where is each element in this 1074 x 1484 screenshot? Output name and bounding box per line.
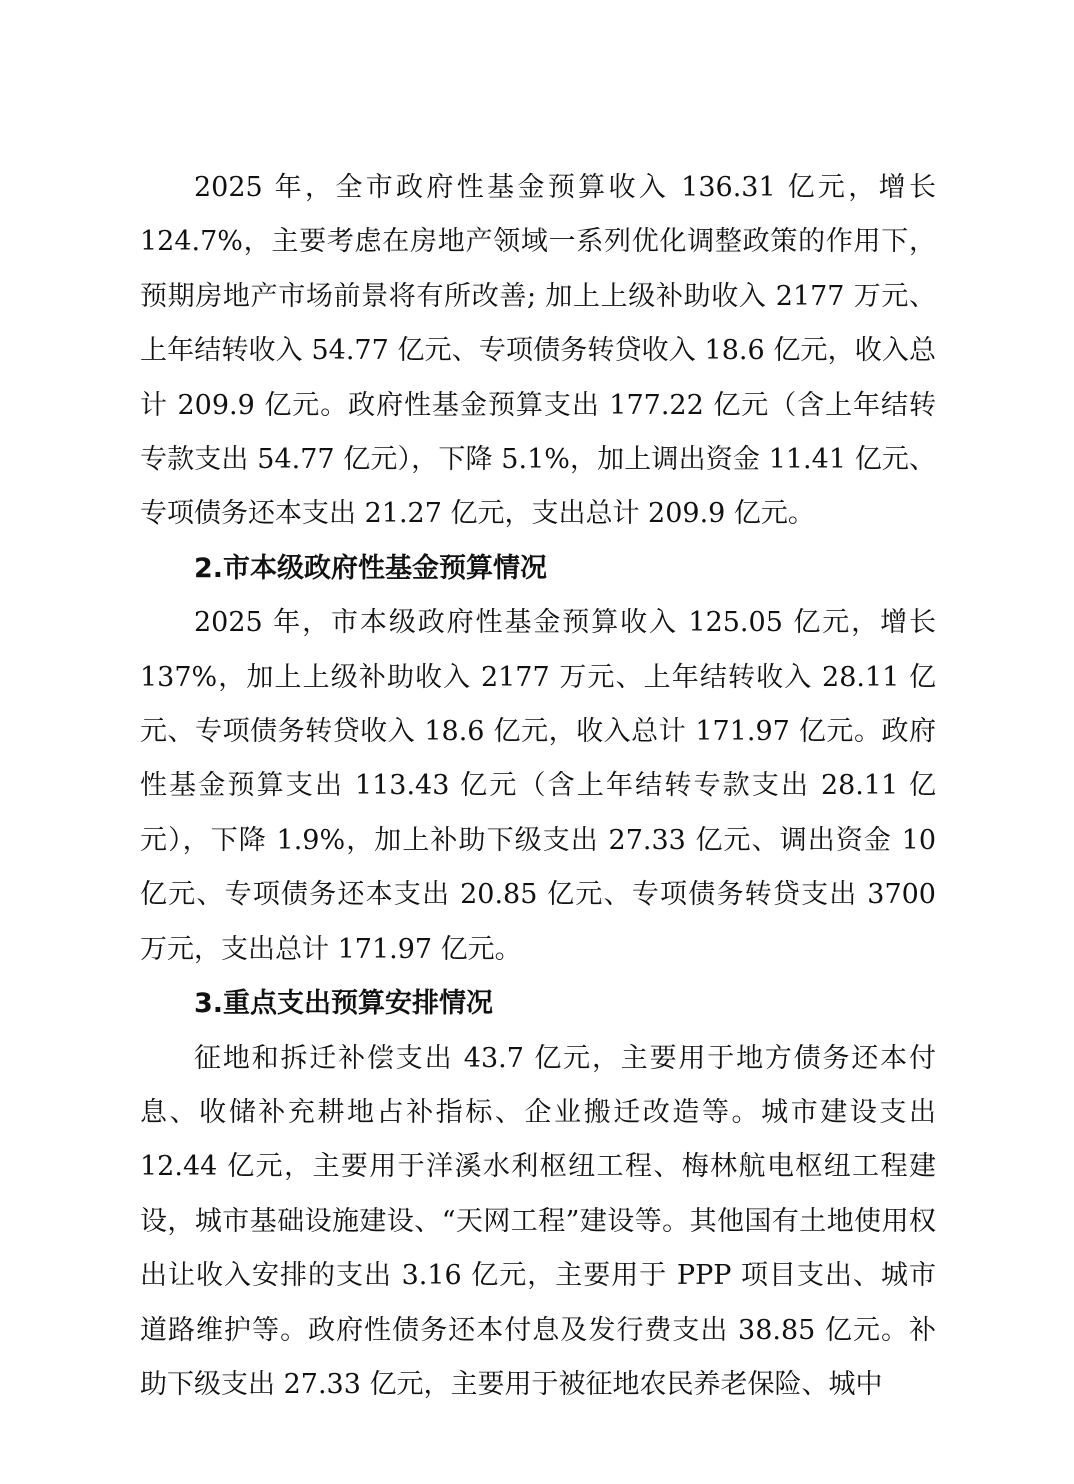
document-body <box>140 161 936 1412</box>
paragraph-key-expenditure: 征地和拆迁补偿支出 43.7 亿元，主要用于地方债务还本付息、收储补充耕地占补指标、企业搬迁改造等。城市建设支出 12.44 亿元，主要用于洋溪水利枢纽工程、梅林航电枢纽工程建设，城市基础设施建设、“天网工程”建设等。其他国有土地使用权出让收入安排的支出 3.16 亿元，主要用于 PPP 项目支出、城市道路维护等。政府性债务还本付息及发行费支出 38.85 亿元。补助下级支出 27.33 亿元，主要用于被征地农民养老保险、城中 <box>140 1042 936 1400</box>
section-heading-municipal-fund-budget: 2.市本级政府性基金预算情况 <box>194 552 548 584</box>
section-heading-key-expenditure: 3.重点支出预算安排情况 <box>194 988 494 1020</box>
paragraph-city-fund-budget: 2025 年，全市政府性基金预算收入 136.31 亿元，增长 124.7%，主要考虑在房地产领域一系列优化调整政策的作用下，预期房地产市场前景将有所改善; 加上上级补助收入 2177 万元、上年结转收入 54.77 亿元、专项债务转贷收入 18.6 亿元，收入总计 209.9 亿元。政府性基金预算支出 177.22 亿元（含上年结转专款支出 54.77 亿元），下降 5.1%，加上调出资金 11.41 亿元、专项债务还本支出 21.27 亿元，支出总计 209.9 亿元。 <box>140 172 936 530</box>
paragraph-municipal-fund-budget: 2025 年，市本级政府性基金预算收入 125.05 亿元，增长 137%，加上上级补助收入 2177 万元、上年结转收入 28.11 亿元、专项债务转贷收入 18.6 亿元，收入总计 171.97 亿元。政府性基金预算支出 113.43 亿元（含上年结转专款支出 28.11 亿元），下降 1.9%，加上补助下级支出 27.33 亿元、调出资金 10 亿元、专项债务还本支出 20.85 亿元、专项债务转贷支出 3700 万元，支出总计 171.97 亿元。 <box>140 607 936 965</box>
